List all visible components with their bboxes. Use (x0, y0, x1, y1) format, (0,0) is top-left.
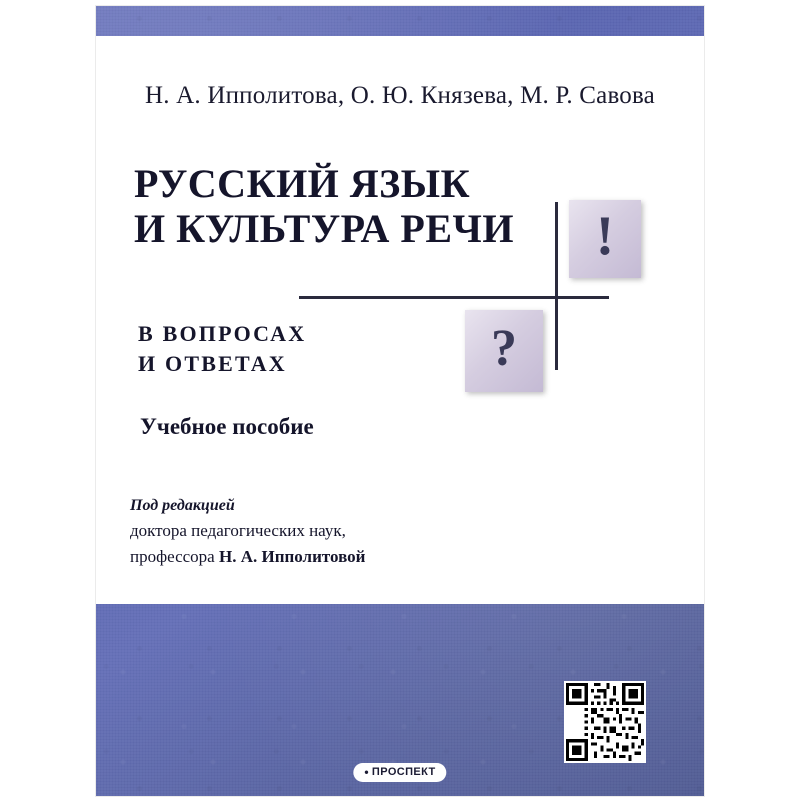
book-kind: Учебное пособие (140, 414, 314, 439)
exclamation-mark-tile (569, 200, 641, 278)
decorative-horizontal-rule (299, 296, 609, 299)
title-line-2: И КУЛЬТУРА РЕЧИ (134, 205, 514, 251)
subtitle-line-2: И ОТВЕТАХ (138, 350, 287, 376)
title-line-1: РУССКИЙ ЯЗЫК (134, 161, 471, 206)
question-mark-tile (465, 310, 543, 392)
book-title (134, 162, 564, 252)
authors-line: Н. А. Ипполитова, О. Ю. Князева, М. Р. Савова (145, 82, 655, 109)
editor-name-line (130, 544, 365, 570)
authors-band (96, 36, 704, 114)
subtitle-line-1: В ВОПРОСАХ (138, 321, 307, 346)
title-panel (96, 114, 704, 464)
editor-panel (96, 464, 704, 604)
editor-label: Под редакцией (130, 497, 235, 514)
publisher-logo (353, 763, 446, 782)
qr-code (564, 681, 646, 763)
editor-name: Н. А. Ипполитовой (218, 546, 366, 566)
question-glyph: ? (491, 319, 517, 377)
editor-degree: доктора педагогических наук, (130, 521, 346, 540)
qr-code-svg (566, 683, 644, 761)
publisher-bullet: • (364, 765, 369, 779)
book-subtitle (138, 319, 306, 378)
publisher-name: ПРОСПЕКТ (371, 766, 436, 778)
exclamation-glyph: ! (595, 205, 615, 267)
book-front-cover (96, 6, 704, 796)
editor-title-prefix: профессора (130, 546, 219, 566)
editor-credit (130, 494, 365, 569)
